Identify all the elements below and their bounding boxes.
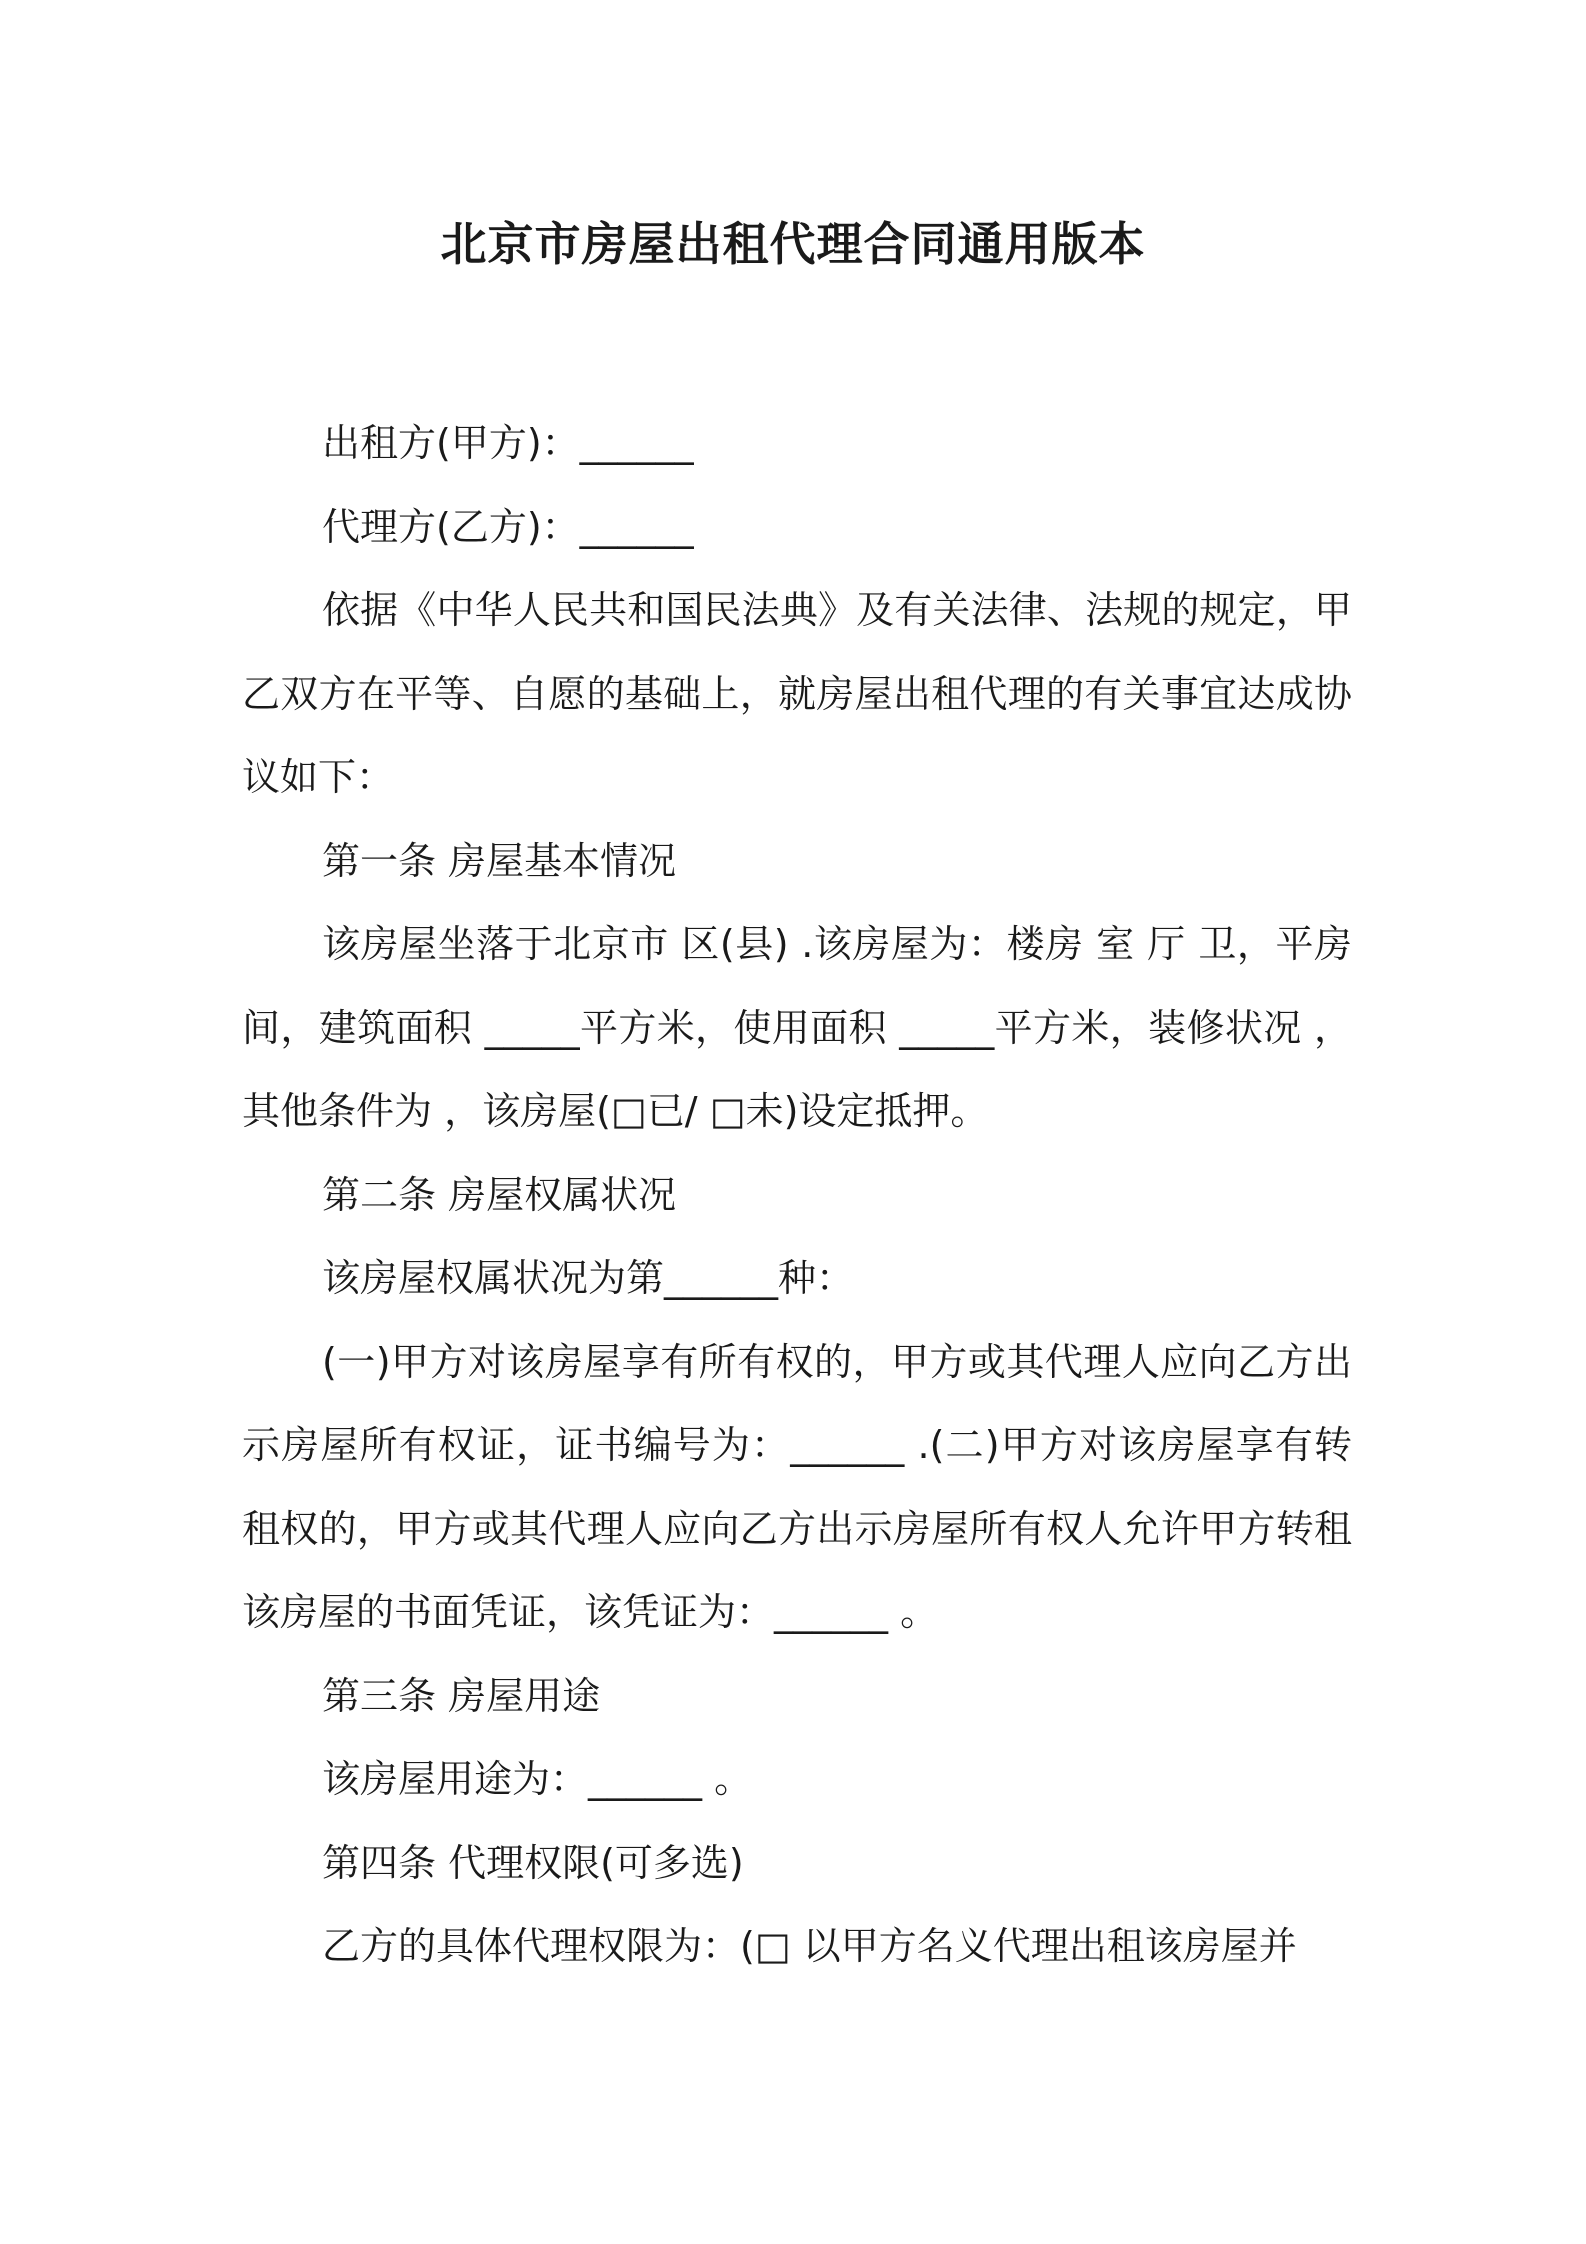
article-3-heading: 第三条 房屋用途 [322, 1673, 601, 1718]
document-title: 北京市房屋出租代理合同通用版本 [440, 217, 1146, 271]
article-3-body: 该房屋用途为：______ 。 [322, 1757, 753, 1801]
preamble-paragraph: 依据《中华人民共和国民法典》及有关法律、法规的规定，甲乙双方在平等、自愿的基础上，就房屋出租代理的有关事宜达成协议如下： [242, 588, 1352, 799]
article-1-heading: 第一条 房屋基本情况 [322, 838, 677, 883]
article-1-body: 该房屋坐落于北京市 区(县) .该房屋为：楼房 室 厅 卫，平房 间，建筑面积 _____平方米，使用面积 _____平方米，装修状况 ，其他条件为 ，该房屋(□已/ □未)设定抵押。 [242, 922, 1352, 1133]
article-4-heading: 第四条 代理权限(可多选) [322, 1840, 744, 1885]
article-2-body: (一)甲方对该房屋享有所有权的，甲方或其代理人应向乙方出示房屋所有权证，证书编号为：______ .(二)甲方对该房屋享有转租权的，甲方或其代理人应向乙方出示房屋所有权人允许甲方转租该房屋的书面凭证，该凭证为：______ 。 [242, 1339, 1352, 1634]
article-2-intro: 该房屋权属状况为第______种： [322, 1256, 855, 1300]
article-4-body: 乙方的具体代理权限为：(□ 以甲方名义代理出租该房屋并 [322, 1924, 1297, 1968]
article-2-heading: 第二条 房屋权属状况 [322, 1172, 677, 1217]
document-body [242, 402, 1352, 1989]
lessor-party-line: 出租方(甲方)：______ [322, 421, 694, 465]
agent-party-line: 代理方(乙方)：______ [322, 504, 694, 549]
